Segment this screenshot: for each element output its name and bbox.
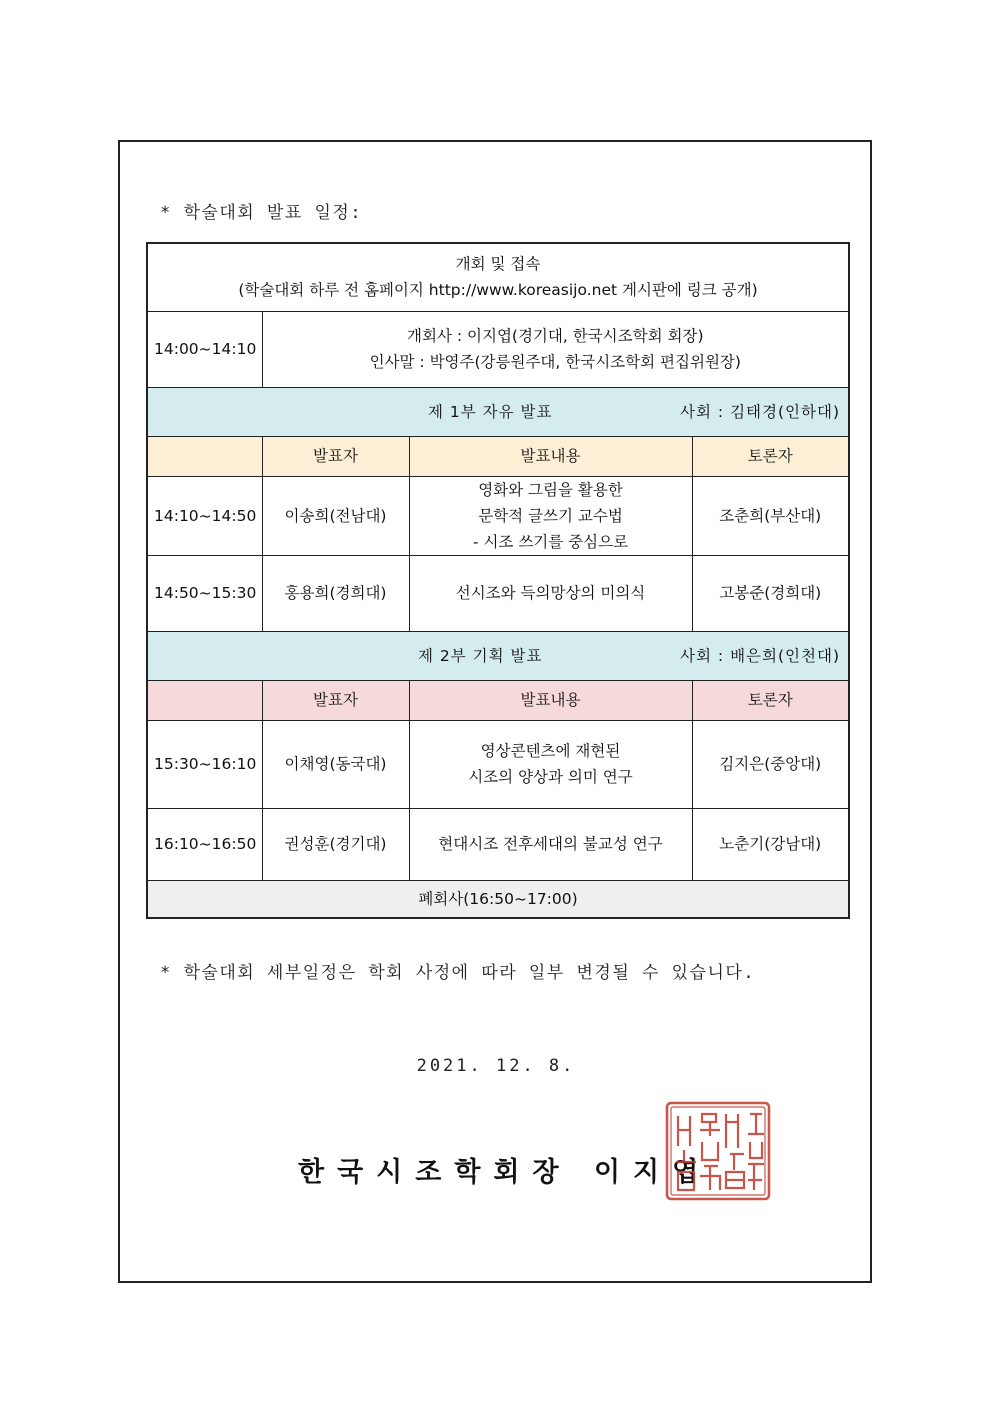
discussant: 고봉준(경희대) (692, 555, 849, 631)
time-column-header (147, 680, 262, 720)
presentation-title-line: 현대시조 전후세대의 불교성 연구 (409, 808, 692, 880)
table-row (147, 476, 849, 555)
table-row (147, 808, 849, 880)
session1-title: 제 1부 자유 발표 (428, 402, 553, 421)
presentation-title-line: 문학적 글쓰기 교수법 (478, 506, 623, 525)
opening-subtitle: (학술대회 하루 전 홈페이지 http://www.koreasijo.net 게시판에 링크 공개) (238, 281, 758, 300)
official-seal (664, 1100, 772, 1202)
opening-address: 개회사 : 이지엽(경기대, 한국시조학회 회장) (407, 327, 704, 345)
presenter-column-header: 발표자 (262, 436, 409, 476)
document-date: 2021. 12. 8. (416, 1056, 576, 1076)
content-column-header: 발표내용 (409, 680, 692, 720)
presenter: 이채영(동국대) (262, 720, 409, 808)
discussant: 노춘기(강남대) (692, 808, 849, 880)
opening-ceremony-row (147, 311, 849, 387)
opening-header-row (147, 243, 849, 311)
change-notice: * 학술대회 세부일정은 학회 사정에 따라 일부 변경될 수 있습니다. (160, 963, 756, 983)
session2-title: 제 2부 기획 발표 (418, 646, 543, 665)
session2-column-header-row (147, 680, 849, 720)
signer-name: 한국시조학회장 이지엽 (298, 1157, 712, 1188)
closing-remarks: 폐회사(16:50~17:00) (147, 880, 849, 918)
table-row (147, 555, 849, 631)
presentation-time: 14:10~14:50 (147, 476, 262, 555)
presentation-title-line: 영상콘텐츠에 재현된 (480, 742, 621, 760)
session2-moderator: 사회 : 배은희(인천대) (680, 646, 841, 665)
discussant-column-header: 토론자 (692, 680, 849, 720)
content-column-header: 발표내용 (409, 436, 692, 476)
welcome-speech: 인사말 : 박영주(강릉원주대, 한국시조학회 편집위원장) (369, 353, 741, 371)
session1-moderator: 사회 : 김태경(인하대) (680, 402, 841, 421)
presentation-title-line: 영화와 그림을 활용한 (478, 480, 623, 499)
schedule-table (146, 242, 850, 919)
closing-row (147, 880, 849, 918)
schedule-heading: * 학술대회 발표 일정: (160, 203, 363, 223)
discussant: 조춘희(부산대) (692, 476, 849, 555)
presentation-title-line: 시조의 양상과 의미 연구 (468, 768, 633, 786)
presentation-title-line: 선시조와 득의망상의 미의식 (409, 555, 692, 631)
presenter: 홍용희(경희대) (262, 555, 409, 631)
presenter: 권성훈(경기대) (262, 808, 409, 880)
opening-title: 개회 및 접속 (455, 255, 541, 274)
presentation-title-line: - 시조 쓰기를 중심으로 (472, 532, 629, 551)
presentation-time: 15:30~16:10 (147, 720, 262, 808)
discussant-column-header: 토론자 (692, 436, 849, 476)
presenter: 이송희(전남대) (262, 476, 409, 555)
session2-title-row (147, 631, 849, 680)
presentation-time: 14:50~15:30 (147, 555, 262, 631)
presenter-column-header: 발표자 (262, 680, 409, 720)
discussant: 김지은(중앙대) (692, 720, 849, 808)
session1-title-row (147, 387, 849, 436)
time-column-header (147, 436, 262, 476)
presentation-time: 16:10~16:50 (147, 808, 262, 880)
session1-column-header-row (147, 436, 849, 476)
table-row (147, 720, 849, 808)
opening-time: 14:00~14:10 (147, 311, 262, 387)
